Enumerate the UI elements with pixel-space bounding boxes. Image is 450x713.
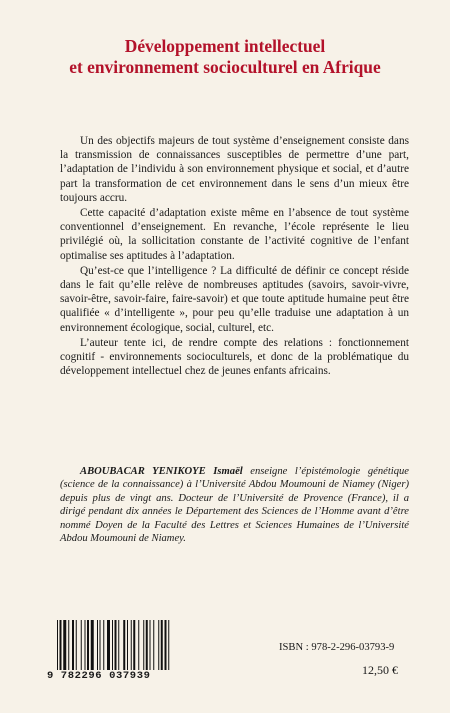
barcode-bar	[103, 620, 104, 670]
barcode-bar	[91, 620, 94, 670]
barcode-bar	[57, 620, 58, 670]
author-name: ABOUBACAR YENIKOYE Ismaël	[80, 466, 243, 477]
barcode-bars	[57, 620, 209, 670]
barcode	[47, 620, 213, 682]
barcode-bar	[150, 620, 151, 670]
blurb-paragraph-2: Cette capacité d’adaptation existe même en l’absence de tout système conventionnel d’enseignement. En revanche, l’école représente le lieu privilégié où, la sollicitation constante de l’activité cognitive de l’enfant optimalise ses aptitudes à l’adaptation.	[60, 207, 409, 262]
isbn: ISBN : 978-2-296-03793-9	[279, 642, 395, 653]
author-bio	[60, 465, 409, 545]
barcode-bar	[123, 620, 125, 670]
barcode-bar	[118, 620, 119, 670]
barcode-bar	[60, 620, 62, 670]
barcode-bar	[146, 620, 148, 670]
barcode-bar	[133, 620, 135, 670]
price: 12,50 €	[362, 663, 398, 677]
barcode-bar	[81, 620, 82, 670]
blurb-paragraph-3: Qu’est-ce que l’intelligence ? La difficulté de définir ce concept réside dans le fait qu’elle relève de nombreuses aptitudes (savoirs, savoir-vivre, savoir-être, savoir-faire, faire-savoir) et que toute aptitude humaine peut être qualifiée « d’intelligente », pour peu qu’elle traduise une adaptation à un environnement écologique, social, culturel, etc.	[60, 264, 409, 334]
barcode-bar	[143, 620, 144, 670]
barcode-bar	[138, 620, 139, 670]
blurb	[60, 134, 409, 379]
author-bio-text: enseigne l’épistémologie génétique (science de la connaissance) à l’Université Abdou Moumouni de Niamey (Niger) depuis plus de vingt ans. Docteur de l’Université de Provence (France), il a dirigé pendant dix années le Département des Sciences de l’Homme avant d’être nommé Doyen de la Faculté des Lettres et Sciences Humaines de l’Université Abdou Moumouni de Niamey.	[60, 466, 410, 545]
title-line-1: Développement intellectuel	[124, 36, 326, 56]
barcode-bar	[112, 620, 113, 670]
barcode-bar	[68, 620, 69, 670]
barcode-bar	[97, 620, 98, 670]
blurb-paragraph-1: Un des objectifs majeurs de tout système d’enseignement consiste dans la transmission de connaissances susceptibles de permettre d’une part, l’adaptation de l’individu à son environnement physique et social, et d’autre part la transformation de cet environnement dans le sens d’un mieux être toujours accru.	[60, 135, 409, 204]
barcode-number: 9 782296 037939	[47, 670, 151, 682]
barcode-bar	[115, 620, 117, 670]
barcode-bar	[63, 620, 66, 670]
barcode-bar	[153, 620, 154, 670]
barcode-bar	[168, 620, 169, 670]
book-title	[0, 36, 450, 78]
barcode-bar	[165, 620, 167, 670]
barcode-bar	[85, 620, 86, 670]
barcode-bar	[127, 620, 128, 670]
barcode-bar	[76, 620, 77, 670]
blurb-paragraph-4: L’auteur tente ici, de rendre compte des relations : fonctionnement cognitif - environnements socioculturels, et donc de la problématique du développement intellectuel chez de jeunes enfants africains.	[60, 336, 409, 378]
barcode-bar	[72, 620, 74, 670]
barcode-bar	[161, 620, 163, 670]
barcode-bar	[158, 620, 159, 670]
barcode-bar	[107, 620, 110, 670]
title-line-2: et environnement socioculturel en Afrique	[69, 57, 381, 77]
barcode-bar	[87, 620, 89, 670]
barcode-bar	[100, 620, 101, 670]
barcode-bar	[131, 620, 132, 670]
